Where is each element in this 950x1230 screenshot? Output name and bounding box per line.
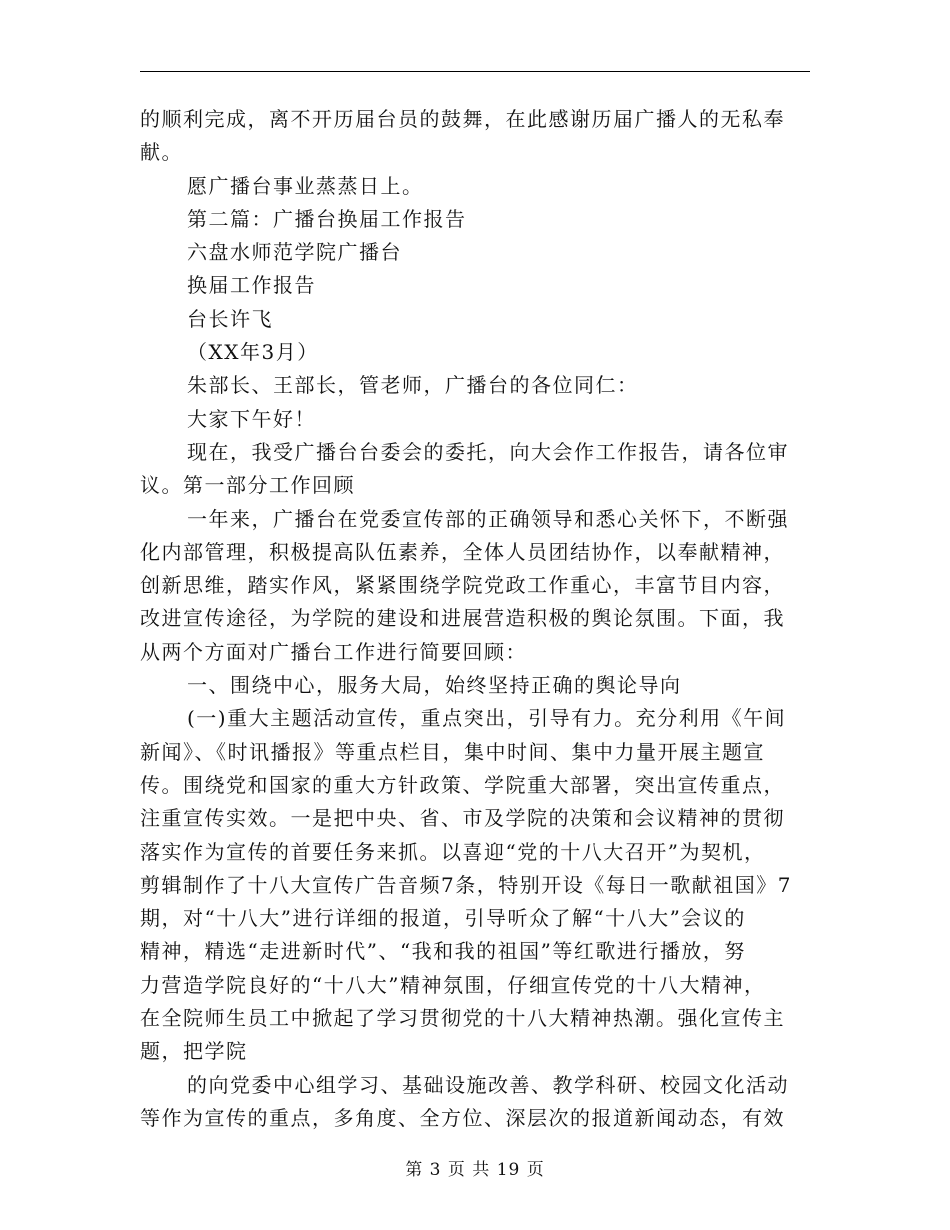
text-line: 力营造学院良好的“十八大”精神氛围，仔细宣传党的十八大精神， [140, 972, 766, 997]
text-line: 现在，我受广播台台委会的委托，向大会作工作报告，请各位审 [187, 439, 789, 464]
text-line: 注重宣传实效。一是把中央、省、市及学院的决策和会议精神的贯彻 [140, 806, 785, 831]
text-line: 议。第一部分工作回顾 [140, 473, 355, 498]
text-line: 的向党委中心组学习、基础设施改善、教学科研、校园文化活动 [187, 1072, 789, 1097]
text-line: 落实作为宣传的首要任务来抓。以喜迎“党的十八大召开”为契机， [140, 839, 766, 864]
text-line: 从两个方面对广播台工作进行简要回顾： [140, 639, 527, 664]
text-line: 朱部长、王部长，管老师，广播台的各位同仁： [187, 373, 639, 398]
text-line: 剪辑制作了十八大宣传广告音频7条，特别开设《每日一歌献祖国》7 [140, 872, 792, 897]
text-line: 创新思维，踏实作风，紧紧围绕学院党政工作重心，丰富节目内容， [140, 573, 785, 598]
text-line: 大家下午好！ [187, 406, 316, 431]
document-body [140, 103, 810, 1135]
text-line: 精神，精选“走进新时代”、“我和我的祖国”等红歌进行播放，努 [140, 939, 746, 964]
text-line: 化内部管理，积极提高队伍素养，全体人员团结协作，以奉献精神， [140, 539, 785, 564]
text-line: 新闻》、《时讯播报》等重点栏目，集中时间、集中力量开展主题宣 [140, 739, 765, 764]
text-line: 传。围绕党和国家的重大方针政策、学院重大部署，突出宣传重点， [140, 772, 785, 797]
text-line: 题，把学院 [140, 1039, 248, 1064]
text-line: 献。 [140, 140, 183, 165]
text-line: 在全院师生员工中掀起了学习贯彻党的十八大精神热潮。强化宣传主 [140, 1006, 785, 1031]
text-line: 一、围绕中心，服务大局，始终坚持正确的舆论导向 [187, 673, 682, 698]
text-line: 改进宣传途径，为学院的建设和进展营造积极的舆论氛围。下面，我 [140, 606, 785, 631]
text-line: 六盘水师范学院广播台 [187, 240, 402, 265]
text-line: 愿广播台事业蒸蒸日上。 [187, 173, 424, 198]
text-line: （XX年3月） [187, 340, 319, 365]
text-line: 一年来，广播台在党委宣传部的正确领导和悉心关怀下，不断强 [187, 506, 789, 531]
text-line: 台长许飞 [187, 306, 273, 331]
text-line: 期，对“十八大”进行详细的报道，引导听众了解“十八大”会议的 [140, 906, 746, 931]
header-rule [140, 71, 810, 72]
text-line: 第二篇：广播台换届工作报告 [187, 206, 467, 231]
text-line: 的顺利完成，离不开历届台员的鼓舞，在此感谢历届广播人的无私奉 [140, 107, 785, 131]
text-line: (一)重大主题活动宣传，重点突出，引导有力。充分利用《午间 [187, 706, 787, 731]
text-line: 等作为宣传的重点，多角度、全方位、深层次的报道新闻动态，有效 [140, 1105, 785, 1130]
text-line: 换届工作报告 [187, 273, 316, 298]
page-footer: 第 3 页 共 19 页 [405, 1160, 545, 1180]
